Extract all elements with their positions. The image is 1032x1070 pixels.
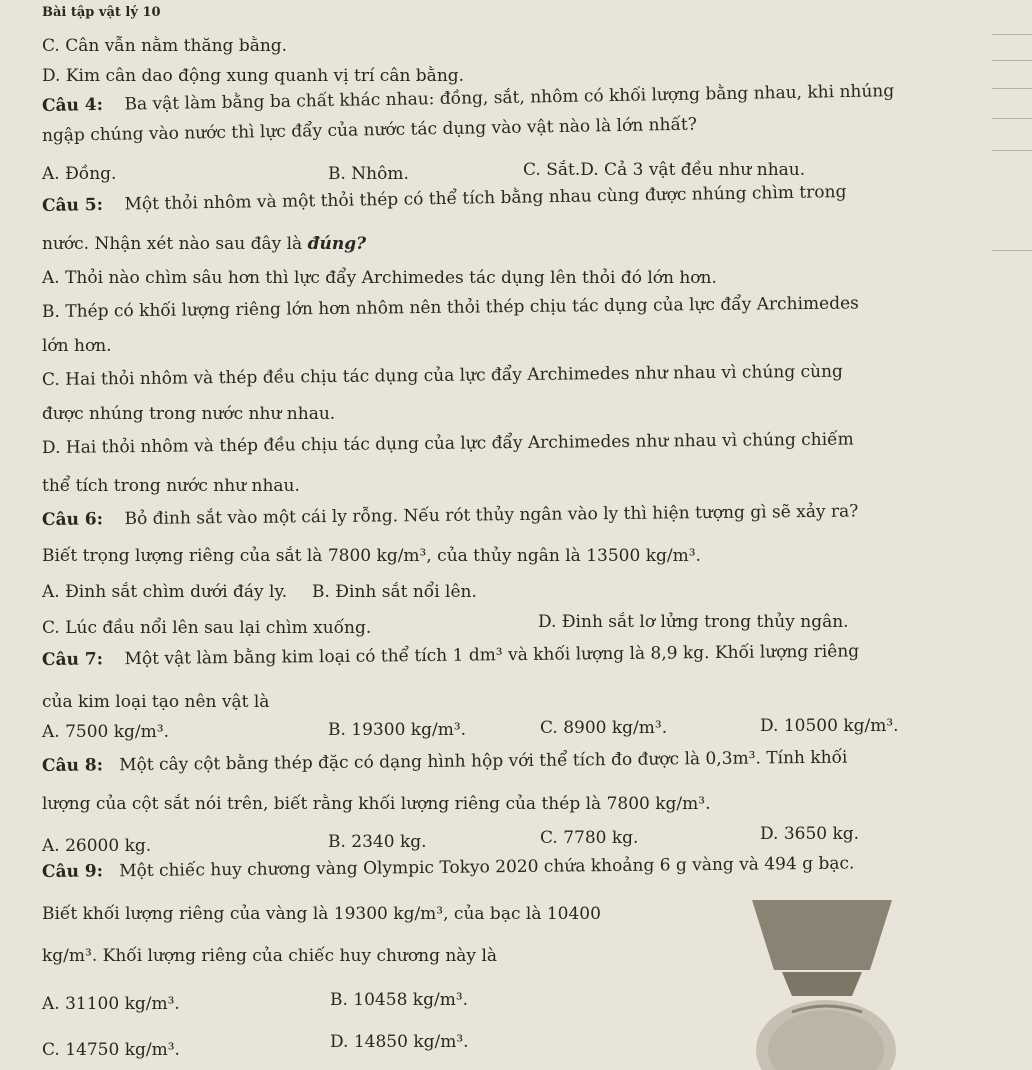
q5-option-d: D. Hai thỏi nhôm và thép đều chịu tác dụng của lực đẩy Archimedes như nhau vì chúng chiếm <box>41 429 854 458</box>
q9-text: Một chiếc huy chương vàng Olympic Tokyo 2020 chứa khoảng 6 g vàng và 494 g bạc. <box>119 853 855 882</box>
q7-option-c: C. 8900 kg/m³. <box>540 718 668 738</box>
q7-text: Một vật làm bằng kim loại có thể tích 1 dm³ và khối lượng là 8,9 kg. Khối lượng riêng <box>124 641 860 670</box>
q7-option-b: B. 19300 kg/m³. <box>328 720 467 740</box>
q4-text: Ba vật làm bằng ba chất khác nhau: đồng, sắt, nhôm có khối lượng bằng nhau, khi nhúng <box>124 81 895 115</box>
q6-option-b: B. Đinh sắt nổi lên. <box>312 582 477 602</box>
q8-option-a: A. 26000 kg. <box>42 836 152 856</box>
question-5 <box>42 182 847 216</box>
q3-option-d: D. Kim cân dao động xung quanh vị trí cân bằng. <box>42 66 465 86</box>
q5-text: Một thỏi nhôm và một thỏi thép có thể tích bằng nhau cùng được nhúng chìm trong <box>124 181 847 215</box>
q9-option-c: C. 14750 kg/m³. <box>42 1040 180 1060</box>
q4-option-a: A. Đồng. <box>42 164 117 184</box>
q6-label: Câu 6: <box>41 509 104 530</box>
q5-option-b: B. Thép có khối lượng riêng lớn hơn nhôm nên thỏi thép chịu tác dụng của lực đẩy Archimedes <box>41 293 859 322</box>
question-9 <box>42 853 855 882</box>
q6-option-c: C. Lúc đầu nổi lên sau lại chìm xuống. <box>42 618 372 638</box>
question-6 <box>42 501 859 530</box>
q7-text-2: của kim loại tạo nên vật là <box>42 692 270 712</box>
q7-option-d: D. 10500 kg/m³. <box>760 716 899 736</box>
q9-text-2: Biết khối lượng riêng của vàng là 19300 kg/m³, của bạc là 10400 <box>42 904 601 924</box>
q6-option-a: A. Đinh sắt chìm dưới đáy ly. <box>42 582 288 602</box>
q5-label: Câu 5: <box>41 194 104 216</box>
question-7 <box>42 641 859 670</box>
q5-option-c: C. Hai thỏi nhôm và thép đều chịu tác dụng của lực đẩy Archimedes như nhau vì chúng cùng <box>41 361 843 390</box>
q9-text-3: kg/m³. Khối lượng riêng của chiếc huy chương này là <box>42 946 498 966</box>
q4-option-b: B. Nhôm. <box>328 164 409 184</box>
q3-option-c: C. Cân vẫn nằm thăng bằng. <box>42 36 288 56</box>
q9-option-b: B. 10458 kg/m³. <box>330 990 469 1010</box>
q9-option-a: A. 31100 kg/m³. <box>42 994 180 1014</box>
q4-label: Câu 4: <box>41 94 104 116</box>
q4-option-cd: C. Sắt.D. Cả 3 vật đều như nhau. <box>523 160 806 180</box>
q8-option-b: B. 2340 kg. <box>328 832 427 852</box>
q4-text-2: ngập chúng vào nước thì lực đẩy của nước tác dụng vào vật nào là lớn nhất? <box>41 114 698 146</box>
q9-option-d: D. 14850 kg/m³. <box>330 1032 469 1052</box>
q8-label: Câu 8: <box>41 755 104 776</box>
q5-text-2 <box>42 234 366 254</box>
q8-text-2: lượng của cột sắt nói trên, biết rằng khối lượng riêng của thép là 7800 kg/m³. <box>42 794 711 814</box>
q8-text: Một cây cột bằng thép đặc có dạng hình hộp với thể tích đo được là 0,3m³. Tính khối <box>119 747 848 776</box>
q5-text-2a: nước. Nhận xét nào sau đây là <box>42 234 308 254</box>
page-header: Bài tập vật lý 10 <box>42 5 161 20</box>
q5-option-b-2: lớn hơn. <box>42 336 112 356</box>
q5-option-a: A. Thỏi nào chìm sâu hơn thì lực đẩy Archimedes tác dụng lên thỏi đó lớn hơn. <box>42 268 717 288</box>
q9-label: Câu 9: <box>41 861 104 882</box>
q6-text-2: Biết trọng lượng riêng của sắt là 7800 kg/m³, của thủy ngân là 13500 kg/m³. <box>42 546 701 566</box>
q8-option-d: D. 3650 kg. <box>760 824 860 844</box>
question-8 <box>42 748 848 776</box>
q5-option-c-2: được nhúng trong nước như nhau. <box>42 404 336 424</box>
q7-label: Câu 7: <box>41 649 104 670</box>
question-4 <box>42 81 895 116</box>
q8-option-c: C. 7780 kg. <box>540 828 639 848</box>
q5-text-2b: đúng? <box>307 234 367 254</box>
medal-image <box>752 900 902 1070</box>
q7-option-a: A. 7500 kg/m³. <box>42 722 170 742</box>
q6-text: Bỏ đinh sắt vào một cái ly rỗng. Nếu rót thủy ngân vào ly thì hiện tượng gì sẽ xảy ra? <box>124 501 859 530</box>
q5-option-d-2: thể tích trong nước như nhau. <box>42 476 300 496</box>
q6-option-d: D. Đinh sắt lơ lửng trong thủy ngân. <box>538 612 849 632</box>
